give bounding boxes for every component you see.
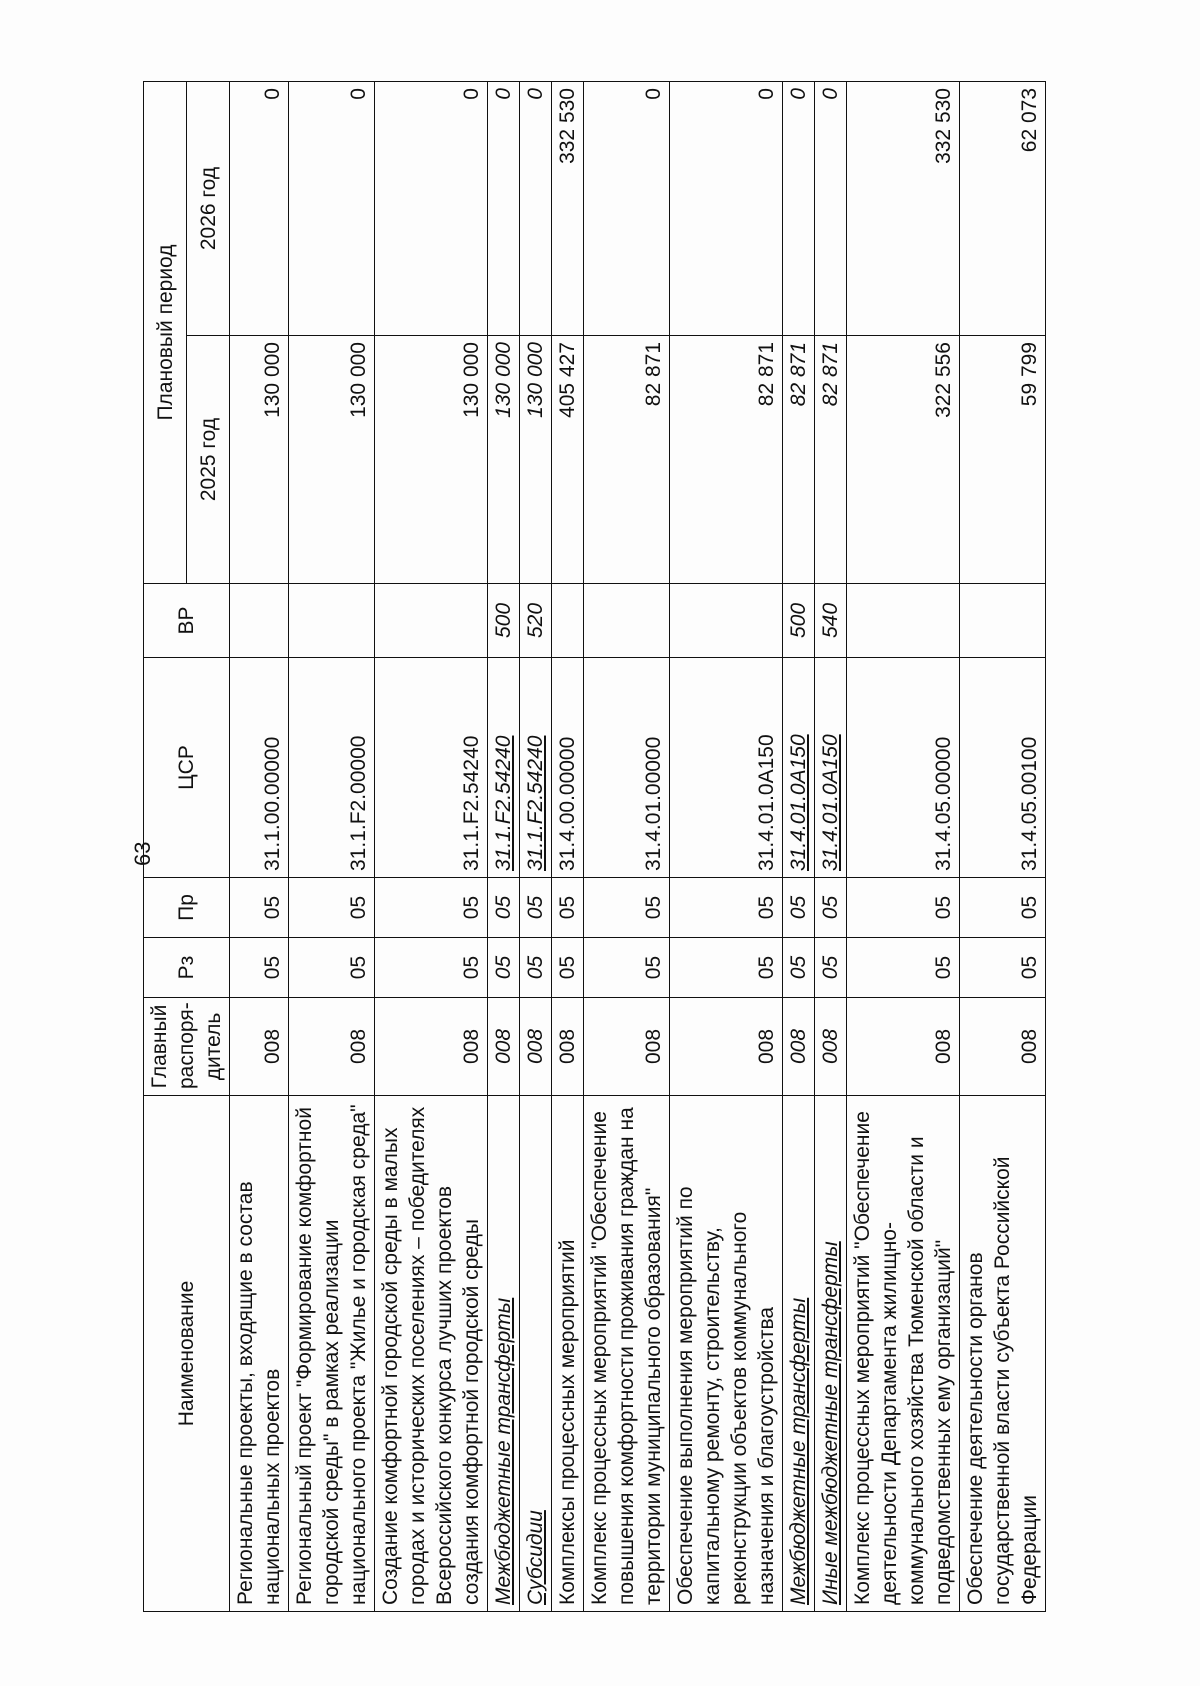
cell-rz: 05 — [847, 938, 960, 998]
header-year-2026: 2026 год — [187, 82, 230, 336]
cell-admin: 008 — [584, 998, 670, 1096]
cell-csr: 31.1.F2.54240 — [488, 658, 520, 878]
cell-2025: 59 799 — [960, 336, 1046, 584]
table-body — [230, 82, 1046, 1612]
cell-name: Комплекс процессных мероприятий "Обеспечение повышения комфортности проживания граждан на территории муниципального образования" — [584, 1096, 670, 1612]
table-row — [783, 82, 815, 1612]
cell-vr: 500 — [488, 584, 520, 658]
cell-2025: 82 871 — [783, 336, 815, 584]
cell-pr: 05 — [520, 878, 552, 938]
cell-pr: 05 — [289, 878, 375, 938]
cell-2025: 82 871 — [670, 336, 783, 584]
cell-admin: 008 — [552, 998, 584, 1096]
cell-rz: 05 — [584, 938, 670, 998]
cell-vr — [289, 584, 375, 658]
header-planned-period: Плановый период — [144, 82, 187, 584]
cell-rz: 05 — [488, 938, 520, 998]
page-number: 63 — [130, 841, 155, 866]
cell-vr: 520 — [520, 584, 552, 658]
cell-pr: 05 — [670, 878, 783, 938]
cell-admin: 008 — [289, 998, 375, 1096]
cell-2026: 332 530 — [847, 82, 960, 336]
table-row — [289, 82, 375, 1612]
cell-vr: 540 — [815, 584, 847, 658]
cell-pr: 05 — [552, 878, 584, 938]
cell-name: Региональный проект "Формирование комфортной городской среды" в рамках реализации национального проекта "Жилье и городская среда" — [289, 1096, 375, 1612]
cell-rz: 05 — [552, 938, 584, 998]
cell-csr: 31.1.F2.54240 — [520, 658, 552, 878]
table-row — [670, 82, 783, 1612]
cell-2025: 130 000 — [289, 336, 375, 584]
cell-name: Межбюджетные трансферты — [488, 1096, 520, 1612]
cell-name: Иные межбюджетные трансферты — [815, 1096, 847, 1612]
cell-rz: 05 — [670, 938, 783, 998]
cell-vr — [847, 584, 960, 658]
budget-table — [143, 81, 1046, 1612]
cell-admin: 008 — [670, 998, 783, 1096]
cell-csr: 31.1.00.00000 — [230, 658, 289, 878]
cell-2025: 82 871 — [584, 336, 670, 584]
cell-admin: 008 — [847, 998, 960, 1096]
cell-pr: 05 — [815, 878, 847, 938]
cell-csr: 31.4.05.00000 — [847, 658, 960, 878]
cell-2026: 0 — [375, 82, 488, 336]
cell-vr — [960, 584, 1046, 658]
cell-name: Обеспечение выполнения мероприятий по капитальному ремонту, строительству, реконструкции объектов коммунального назначения и благоустройства — [670, 1096, 783, 1612]
cell-pr: 05 — [847, 878, 960, 938]
cell-vr — [670, 584, 783, 658]
cell-2026: 332 530 — [552, 82, 584, 336]
cell-name: Комплексы процессных мероприятий — [552, 1096, 584, 1612]
cell-name: Создание комфортной городской среды в малых городах и исторических поселениях – победителях Всероссийского конкурса лучших проектов создания комфортной городской среды — [375, 1096, 488, 1612]
cell-rz: 05 — [815, 938, 847, 998]
header-admin: Главный распоря-дитель — [144, 998, 230, 1096]
cell-2026: 62 073 — [960, 82, 1046, 336]
table-header — [144, 82, 230, 1612]
cell-2026: 0 — [289, 82, 375, 336]
cell-vr — [375, 584, 488, 658]
cell-csr: 31.4.00.00000 — [552, 658, 584, 878]
header-name: Наименование — [144, 1096, 230, 1612]
cell-pr: 05 — [230, 878, 289, 938]
header-year-2025: 2025 год — [187, 336, 230, 584]
cell-admin: 008 — [815, 998, 847, 1096]
header-vr: ВР — [144, 584, 230, 658]
cell-name: Региональные проекты, входящие в состав национальных проектов — [230, 1096, 289, 1612]
cell-csr: 31.1.F2.00000 — [289, 658, 375, 878]
cell-admin: 008 — [488, 998, 520, 1096]
cell-2026: 0 — [584, 82, 670, 336]
cell-name: Обеспечение деятельности органов государственной власти субъекта Российской Федерации — [960, 1096, 1046, 1612]
cell-rz: 05 — [783, 938, 815, 998]
cell-pr: 05 — [960, 878, 1046, 938]
cell-2025: 82 871 — [815, 336, 847, 584]
cell-2025: 130 000 — [375, 336, 488, 584]
cell-pr: 05 — [375, 878, 488, 938]
cell-2026: 0 — [815, 82, 847, 336]
cell-csr: 31.4.05.00100 — [960, 658, 1046, 878]
table-row — [960, 82, 1046, 1612]
cell-rz: 05 — [230, 938, 289, 998]
cell-rz: 05 — [520, 938, 552, 998]
cell-pr: 05 — [584, 878, 670, 938]
cell-pr: 05 — [783, 878, 815, 938]
cell-rz: 05 — [960, 938, 1046, 998]
cell-vr — [584, 584, 670, 658]
header-csr: ЦСР — [144, 658, 230, 878]
table-row — [847, 82, 960, 1612]
cell-pr: 05 — [488, 878, 520, 938]
cell-csr: 31.4.01.0А150 — [670, 658, 783, 878]
cell-2026: 0 — [520, 82, 552, 336]
cell-admin: 008 — [783, 998, 815, 1096]
table-row — [552, 82, 584, 1612]
cell-2025: 405 427 — [552, 336, 584, 584]
cell-admin: 008 — [375, 998, 488, 1096]
table-row — [375, 82, 488, 1612]
cell-2026: 0 — [488, 82, 520, 336]
cell-vr: 500 — [783, 584, 815, 658]
header-pr: Пр — [144, 878, 230, 938]
cell-admin: 008 — [230, 998, 289, 1096]
table-row — [230, 82, 289, 1612]
cell-2025: 322 556 — [847, 336, 960, 584]
cell-2025: 130 000 — [488, 336, 520, 584]
cell-admin: 008 — [960, 998, 1046, 1096]
cell-csr: 31.1.F2.54240 — [375, 658, 488, 878]
cell-name: Межбюджетные трансферты — [783, 1096, 815, 1612]
table-row — [815, 82, 847, 1612]
cell-name: Субсидии — [520, 1096, 552, 1612]
cell-2025: 130 000 — [520, 336, 552, 584]
table-row — [520, 82, 552, 1612]
cell-2026: 0 — [670, 82, 783, 336]
cell-vr — [230, 584, 289, 658]
table-row — [488, 82, 520, 1612]
cell-2025: 130 000 — [230, 336, 289, 584]
cell-csr: 31.4.01.0А150 — [815, 658, 847, 878]
header-rz: Рз — [144, 938, 230, 998]
cell-2026: 0 — [230, 82, 289, 336]
cell-vr — [552, 584, 584, 658]
cell-csr: 31.4.01.00000 — [584, 658, 670, 878]
cell-rz: 05 — [375, 938, 488, 998]
cell-name: Комплекс процессных мероприятий "Обеспечение деятельности Департамента жилищно-коммунального хозяйства Тюменской области и подведомственных ему организаций" — [847, 1096, 960, 1612]
cell-rz: 05 — [289, 938, 375, 998]
table-row — [584, 82, 670, 1612]
cell-admin: 008 — [520, 998, 552, 1096]
cell-2026: 0 — [783, 82, 815, 336]
cell-csr: 31.4.01.0А150 — [783, 658, 815, 878]
